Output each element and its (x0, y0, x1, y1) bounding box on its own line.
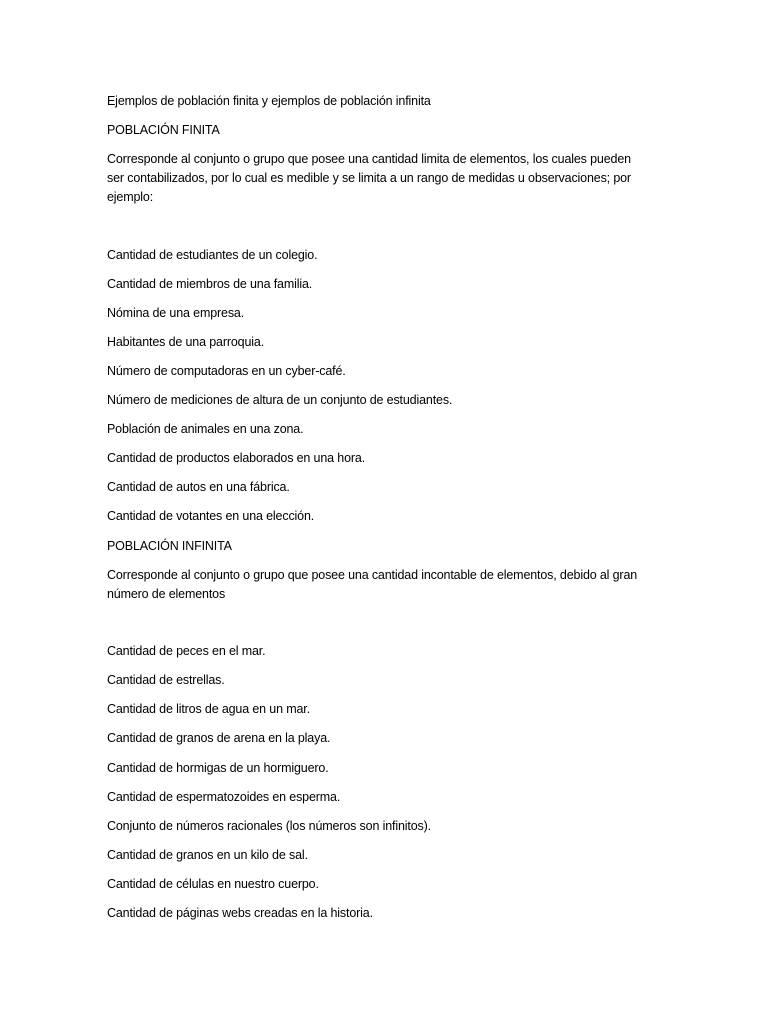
infinite-example: Cantidad de peces en el mar. (107, 644, 266, 658)
finite-example: Cantidad de estudiantes de un colegio. (107, 248, 318, 262)
infinite-heading: POBLACIÓN INFINITA (107, 539, 232, 553)
infinite-example: Cantidad de granos de arena en la playa. (107, 731, 331, 745)
infinite-example: Cantidad de litros de agua en un mar. (107, 702, 310, 716)
infinite-example: Cantidad de espermatozoides en esperma. (107, 790, 341, 804)
finite-definition-line: ejemplo: (107, 190, 154, 204)
finite-definition (107, 150, 667, 207)
finite-example: Cantidad de votantes en una elección. (107, 509, 315, 523)
finite-definition-line: Corresponde al conjunto o grupo que posee una cantidad limita de elementos, los cuales pueden (107, 152, 631, 166)
finite-example: Número de mediciones de altura de un conjunto de estudiantes. (107, 393, 453, 407)
finite-example: Cantidad de productos elaborados en una hora. (107, 451, 366, 465)
finite-example: Número de computadoras en un cyber-café. (107, 364, 346, 378)
finite-example: Nómina de una empresa. (107, 306, 245, 320)
infinite-definition-line: número de elementos (107, 587, 226, 601)
infinite-example: Cantidad de estrellas. (107, 673, 225, 687)
infinite-example: Cantidad de páginas webs creadas en la historia. (107, 906, 373, 920)
infinite-example: Cantidad de granos en un kilo de sal. (107, 848, 308, 862)
finite-example: Cantidad de autos en una fábrica. (107, 480, 290, 494)
finite-example: Población de animales en una zona. (107, 422, 304, 436)
infinite-example: Conjunto de números racionales (los números son infinitos). (107, 819, 431, 833)
finite-example: Habitantes de una parroquia. (107, 335, 265, 349)
finite-definition-line: ser contabilizados, por lo cual es medible y se limita a un rango de medidas u observaciones; por (107, 171, 631, 185)
finite-example: Cantidad de miembros de una familia. (107, 277, 313, 291)
infinite-definition (107, 566, 667, 604)
infinite-definition-line: Corresponde al conjunto o grupo que posee una cantidad incontable de elementos, debido al gran (107, 568, 638, 582)
document-title: Ejemplos de población finita y ejemplos de población infinita (107, 94, 431, 108)
infinite-example: Cantidad de células en nuestro cuerpo. (107, 877, 319, 891)
finite-heading: POBLACIÓN FINITA (107, 123, 220, 137)
infinite-example: Cantidad de hormigas de un hormiguero. (107, 761, 329, 775)
